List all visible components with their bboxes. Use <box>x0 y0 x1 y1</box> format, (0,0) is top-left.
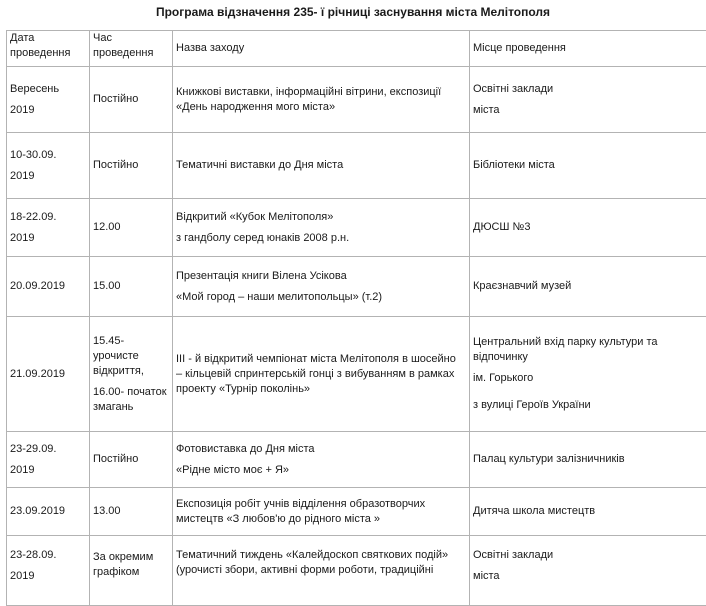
cell-line: 2019 <box>10 169 86 184</box>
header-place-label: Місце проведення <box>473 42 566 54</box>
cell-line: Книжкові виставки, інформаційні вітрини, експозиції <box>176 85 466 100</box>
cell-date <box>7 133 90 199</box>
cell-line: 15.45- <box>93 334 169 349</box>
cell-line: «День народження мого міста» <box>176 100 466 115</box>
cell-time <box>90 199 173 257</box>
cell-line: Тематичний тиждень «Калейдоскоп святкових подій» <box>176 548 466 563</box>
cell-line: Постійно <box>93 159 138 171</box>
header-date <box>7 31 90 67</box>
cell-place <box>470 199 706 257</box>
cell-place <box>470 536 706 606</box>
cell-line: 2019 <box>10 463 86 478</box>
cell-line: 15.00 <box>93 280 121 292</box>
cell-line: Презентація книги Вілена Усікова <box>176 269 466 284</box>
cell-line: ІІІ - й відкритий чемпіонат міста Мелітополя в шосейно <box>176 352 466 367</box>
cell-line: Освітні заклади <box>473 548 703 563</box>
cell-line: 21.09.2019 <box>10 368 65 380</box>
cell-line: Вересень <box>10 82 86 97</box>
cell-time <box>90 432 173 488</box>
cell-line: 2019 <box>10 569 86 584</box>
cell-event <box>173 67 470 133</box>
cell-line: «Мой город – наши мелитопольцы» (т.2) <box>176 290 466 305</box>
cell-line: графіком <box>93 565 169 580</box>
cell-line: міста <box>473 569 703 584</box>
table-row <box>7 536 706 606</box>
table-row <box>7 199 706 257</box>
cell-place <box>470 317 706 432</box>
cell-date <box>7 199 90 257</box>
cell-line: Палац культури залізничників <box>473 453 625 465</box>
cell-line: Фотовиставка до Дня міста <box>176 442 466 457</box>
header-time-line: проведення <box>93 46 169 61</box>
cell-line: ДЮСШ №3 <box>473 221 530 233</box>
cell-line: За окремим <box>93 550 169 565</box>
cell-line: 2019 <box>10 231 86 246</box>
cell-line: з вулиці Героїв України <box>473 398 703 413</box>
cell-event <box>173 199 470 257</box>
cell-line: Постійно <box>93 453 138 465</box>
table-row <box>7 488 706 536</box>
cell-event <box>173 488 470 536</box>
cell-time <box>90 317 173 432</box>
cell-time <box>90 488 173 536</box>
table-row <box>7 257 706 317</box>
header-time <box>90 31 173 67</box>
cell-date <box>7 257 90 317</box>
cell-date <box>7 317 90 432</box>
cell-line: Дитяча школа мистецтв <box>473 505 595 517</box>
table-row <box>7 67 706 133</box>
cell-line: змагань <box>93 400 169 415</box>
cell-line: 23-28.09. <box>10 548 86 563</box>
cell-line: Експозиція робіт учнів відділення образотворчих <box>176 497 466 512</box>
cell-line: 16.00- початок <box>93 385 169 400</box>
cell-line: (урочисті збори, активні форми роботи, традиційні <box>176 563 466 578</box>
cell-place <box>470 133 706 199</box>
cell-line: міста <box>473 103 703 118</box>
cell-line: Освітні заклади <box>473 82 703 97</box>
cell-line: Краєзнавчий музей <box>473 280 571 292</box>
cell-line: – кільцевій спринтерській гонці з вибуванням в рамках <box>176 367 466 382</box>
cell-line: Тематичні виставки до Дня міста <box>176 159 343 171</box>
cell-date <box>7 536 90 606</box>
header-event-label: Назва заходу <box>176 42 244 54</box>
cell-line: мистецтв «З любов'ю до рідного міста » <box>176 512 466 527</box>
cell-date <box>7 432 90 488</box>
cell-time <box>90 536 173 606</box>
cell-line: 13.00 <box>93 505 121 517</box>
cell-date <box>7 67 90 133</box>
cell-line: відкриття, <box>93 364 169 379</box>
cell-line: 23-29.09. <box>10 442 86 457</box>
cell-line: Бібліотеки міста <box>473 159 555 171</box>
cell-time <box>90 133 173 199</box>
cell-event <box>173 536 470 606</box>
cell-line: відпочинку <box>473 350 703 365</box>
cell-line: Відкритий «Кубок Мелітополя» <box>176 210 466 225</box>
cell-line: Постійно <box>93 93 138 105</box>
header-place <box>470 31 706 67</box>
header-event <box>173 31 470 67</box>
table-row <box>7 317 706 432</box>
cell-line: 18-22.09. <box>10 210 86 225</box>
table-header-row <box>7 31 706 67</box>
header-date-line: Дата <box>10 31 86 46</box>
page-title: Програма відзначення 235- ї річниці заснування міста Мелітополя <box>0 4 706 20</box>
cell-event <box>173 133 470 199</box>
program-table <box>6 30 706 606</box>
cell-line: урочисте <box>93 349 169 364</box>
cell-event <box>173 317 470 432</box>
cell-event <box>173 432 470 488</box>
header-time-line: Час <box>93 31 169 46</box>
cell-line: 23.09.2019 <box>10 505 65 517</box>
cell-line: з гандболу серед юнаків 2008 р.н. <box>176 231 466 246</box>
cell-time <box>90 257 173 317</box>
header-date-line: проведення <box>10 46 86 61</box>
table-row <box>7 432 706 488</box>
cell-line: 2019 <box>10 103 86 118</box>
cell-place <box>470 257 706 317</box>
table-row <box>7 133 706 199</box>
cell-time <box>90 67 173 133</box>
cell-line: 12.00 <box>93 221 121 233</box>
cell-place <box>470 488 706 536</box>
cell-event <box>173 257 470 317</box>
cell-place <box>470 67 706 133</box>
cell-line: 10-30.09. <box>10 148 86 163</box>
cell-line: «Рідне місто моє + Я» <box>176 463 466 478</box>
cell-line: ім. Горького <box>473 371 703 386</box>
cell-date <box>7 488 90 536</box>
cell-line: 20.09.2019 <box>10 280 65 292</box>
cell-line: проекту «Турнір поколінь» <box>176 382 466 397</box>
cell-line: Центральний вхід парку культури та <box>473 335 703 350</box>
cell-place <box>470 432 706 488</box>
